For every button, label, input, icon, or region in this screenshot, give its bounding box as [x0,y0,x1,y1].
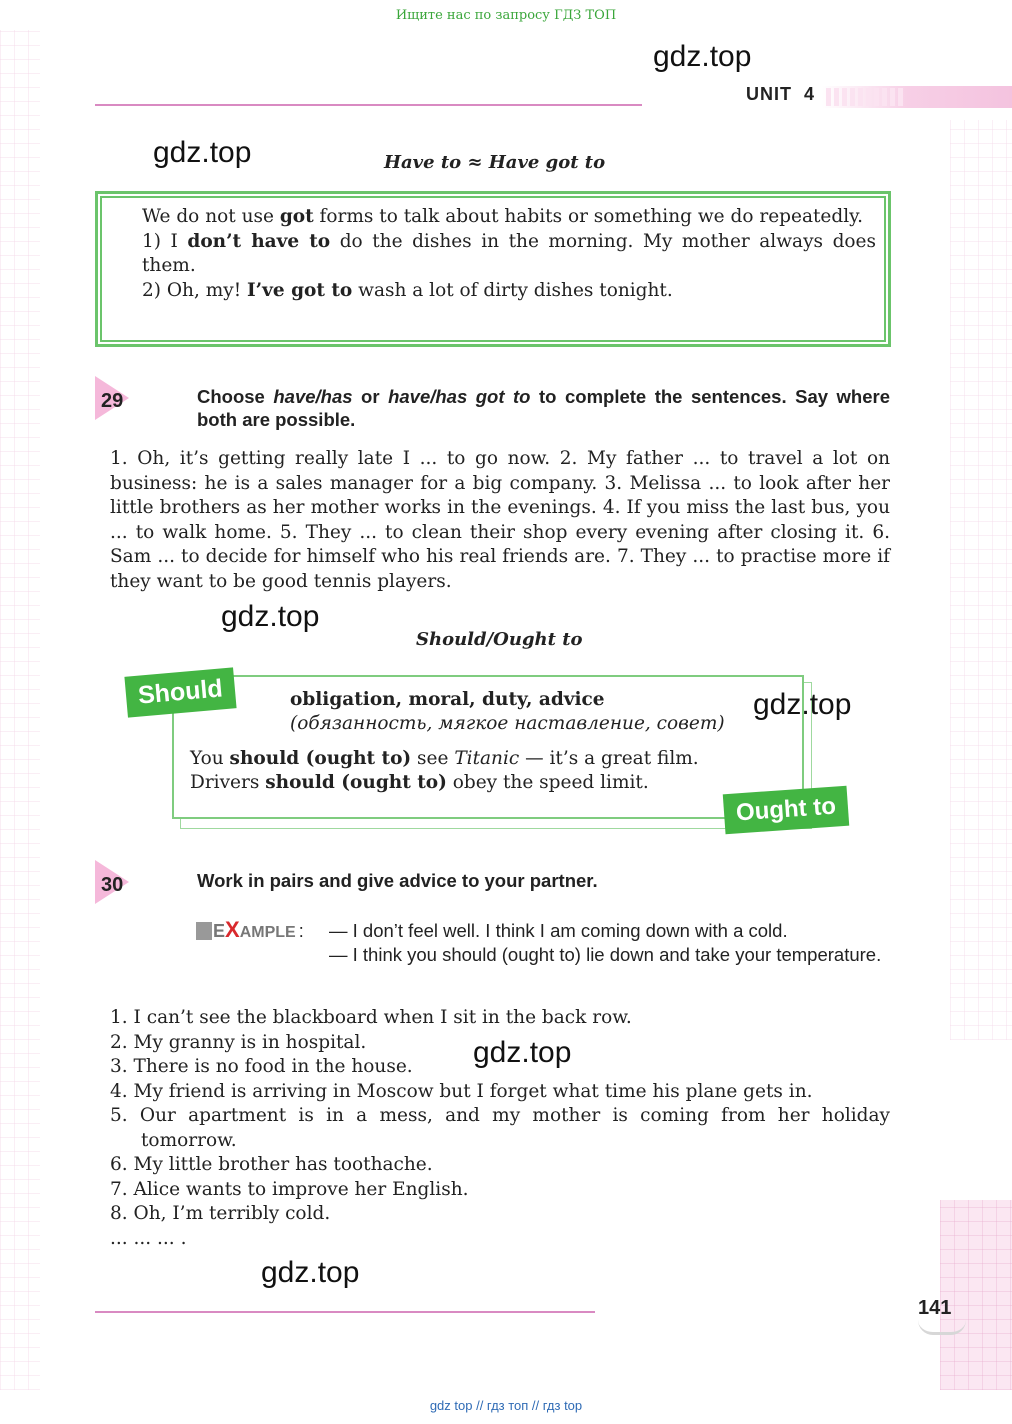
rule-text: 1) I [142,230,188,252]
should-meaning-en: obligation, moral, duty, advice [290,689,605,710]
task-29-text: 1. Oh, it’s getting really late I ... to go now. 2. My father ... to travel a lot on business: he is a sales manager for a big company. 3. Melissa ... to look after her little brothers as her mother works in the evenings. 4. If you miss the last bus, you ... to walk home. 5. They ... to clean their shop every evening after closing it. 6. Sam ... to decide for himself who his real friends are. 7. They ... to practise more if they want to be good tennis players. [110,448,890,592]
rule-text: — it’s a great film. [519,748,699,769]
rule-title-should: Should/Ought to [416,629,583,650]
list-item: 6. My little brother has toothache. [110,1154,433,1175]
right-bottom-pattern [940,1200,1012,1390]
task-head-text: to complete the sentences. Say where both are possible. [197,386,890,430]
page-number: 141 [918,1297,952,1319]
task-number-30: 30 [101,874,124,896]
task-30-instructions: Work in pairs and give advice to your partner. [197,870,598,891]
list-item: 8. Oh, I’m terribly cold. [110,1203,331,1224]
rule-text: see [411,748,455,769]
rule-keyword: should (ought to) [265,772,447,793]
task-head-italic: have/has [273,386,353,407]
list-item: 3. There is no food in the house. [110,1056,413,1077]
rule-example-2 [142,279,876,304]
unit-word: UNIT [746,84,792,104]
example-label-x: X [225,917,240,942]
task-head-text: Choose [197,386,274,407]
footer-rule [95,1311,595,1313]
rule-text: We do not use [142,206,280,227]
example-dialogue [329,919,890,967]
rule-keyword: don’t have to [187,230,331,252]
rule-keyword: I’ve got to [247,279,353,301]
list-item: 5. Our apartment is in a mess, and my mother is coming from her holiday tomorrow. [110,1105,890,1151]
footer-links[interactable]: gdz top // гдз топ // гдз top [429,1398,583,1413]
should-meaning [290,688,725,736]
watermark: gdz.top [221,600,320,633]
task-head-italic: have/has got to [388,386,531,407]
rule-text: 2) Oh, my! [142,279,248,301]
rule-box-text [142,205,876,303]
right-margin-pattern [950,120,1012,1040]
example-line-2: — I think you should (ought to) lie down and take your temperature. [329,944,882,965]
watermark: gdz.top [653,40,752,73]
should-examples [190,747,699,795]
search-banner[interactable]: Ищите нас по запросу ГДЗ ТОП [395,8,617,23]
watermark: gdz.top [753,688,852,721]
rule-text: wash a lot of dirty dishes tonight. [352,279,673,301]
film-title: Titanic [454,748,520,769]
example-label-square [196,922,212,940]
unit-label [746,84,815,105]
example-colon: : [298,921,304,941]
ought-to-tag: Ought to [723,786,849,835]
rule-explanation [142,205,876,230]
unit-dots [826,88,906,106]
should-tag: Should [124,667,236,717]
rule-text: obey the speed limit. [446,772,649,793]
rule-text: Drivers [190,772,266,793]
rule-keyword: got [279,206,314,227]
list-item: 7. Alice wants to improve her English. [110,1178,469,1200]
task-number-29: 29 [101,390,124,412]
list-item: 2. My granny is in hospital. [110,1031,367,1053]
rule-text: forms to talk about habits or something we do repeatedly. [313,206,863,227]
example-label-rest: AMPLE [239,924,296,941]
task-head-text: or [352,386,389,407]
example-label-e: E [213,921,226,941]
example-line-1: — I don’t feel well. I think I am coming down with a cold. [329,920,788,941]
list-item: 4. My friend is arriving in Moscow but I forget what time his plane gets in. [110,1080,813,1102]
rule-title-have-to: Have to ≈ Have got to [384,152,606,173]
task-29-instructions [197,385,890,431]
should-example-2 [190,771,699,795]
unit-number: 4 [804,84,816,104]
rule-example-1 [142,230,876,279]
rule-keyword: should (ought to) [229,748,412,769]
watermark: gdz.top [261,1256,360,1289]
watermark: gdz.top [153,136,252,169]
example-label [196,917,304,943]
watermark: gdz.top [473,1036,572,1069]
rule-text: You [190,748,230,769]
rule-text: do the dishes in the morning. My mother always does them. [142,230,876,276]
list-item: ... ... ... . [110,1227,187,1249]
header-rule [95,104,642,106]
should-meaning-ru: (обязанность, мягкое наставление, совет) [290,713,725,734]
page-number-curve [918,1320,966,1335]
left-margin-pattern [0,30,40,1390]
list-item: 1. I can’t see the blackboard when I sit in the back row. [110,1007,632,1028]
should-example-1 [190,747,699,771]
